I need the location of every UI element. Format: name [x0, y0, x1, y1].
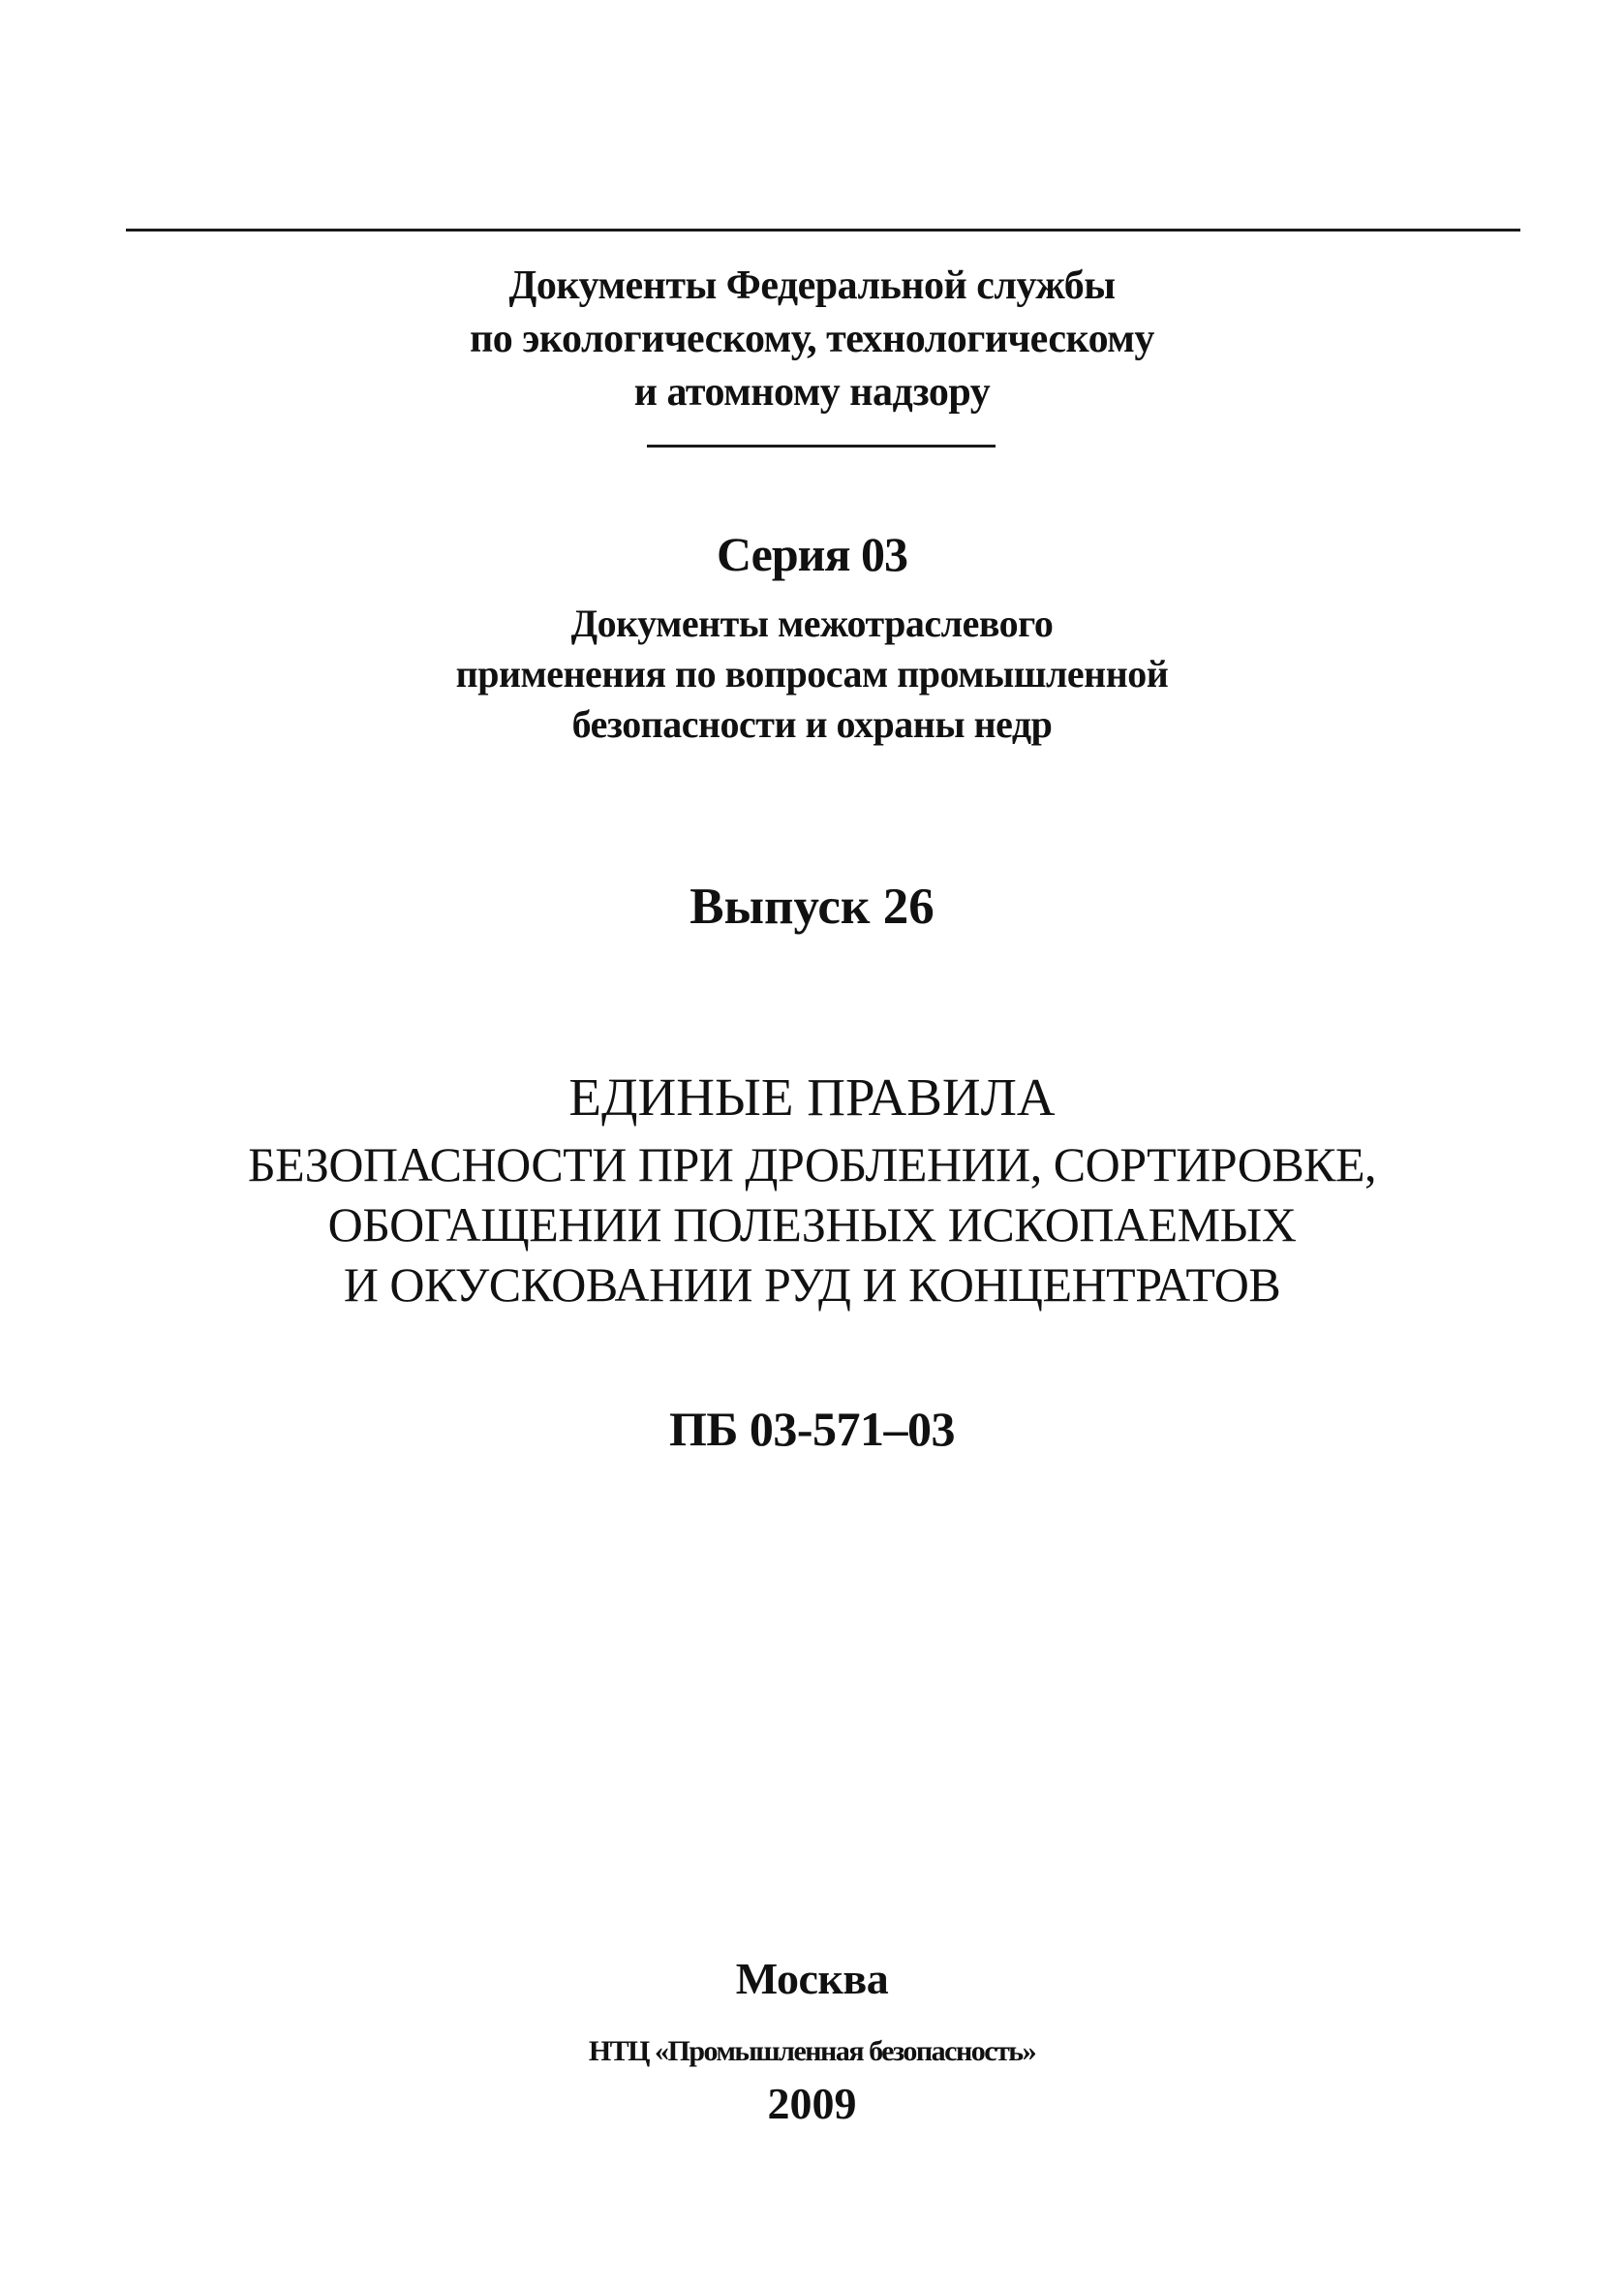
document-code: ПБ 03-571–03 [668, 1402, 956, 1456]
top-divider [126, 229, 1520, 232]
series-description-line: Документы межотраслевого [570, 602, 1054, 645]
series-description-line: применения по вопросам промышленной [455, 652, 1169, 696]
imprint-city: Москва [735, 1954, 889, 2003]
series-description-line: безопасности и охраны недр [571, 702, 1053, 746]
agency-divider [647, 445, 996, 448]
document-subtitle-line: ОБОГАЩЕНИИ ПОЛЕЗНЫХ ИСКОПАЕМЫХ [327, 1197, 1297, 1252]
document-subtitle-line: И ОКУСКОВАНИИ РУД И КОНЦЕНТРАТОВ [343, 1257, 1281, 1312]
series-description [0, 599, 1624, 750]
agency-header [0, 260, 1624, 419]
agency-line: и атомному надзору [633, 370, 991, 415]
issue-number: Выпуск 26 [689, 879, 935, 935]
imprint-year: 2009 [767, 2079, 857, 2128]
agency-line: Документы Федеральной службы [508, 263, 1116, 308]
document-subtitle-line: БЕЗОПАСНОСТИ ПРИ ДРОБЛЕНИИ, СОРТИРОВКЕ, [247, 1137, 1377, 1191]
series-title: Серия 03 [716, 527, 908, 581]
agency-line: по экологическому, технологическому [470, 317, 1154, 361]
document-title: ЕДИНЫЕ ПРАВИЛА [568, 1067, 1056, 1127]
imprint-publisher: НТЦ «Промышленная безопасность» [588, 2035, 1036, 2067]
document-subtitle [0, 1134, 1624, 1314]
